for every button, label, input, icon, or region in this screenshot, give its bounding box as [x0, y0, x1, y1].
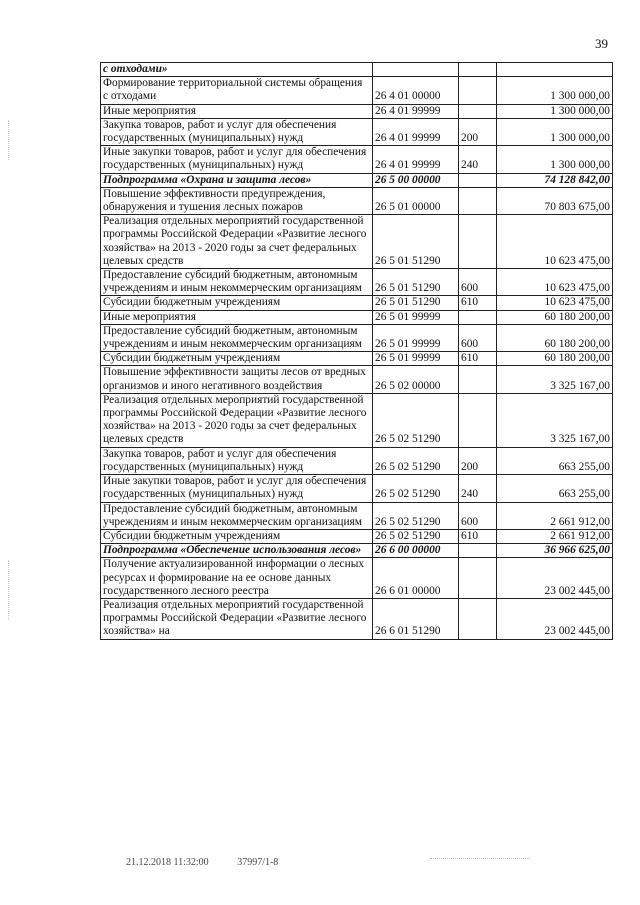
cell-expense-type [459, 366, 497, 393]
cell-code: 26 5 01 99999 [373, 352, 459, 366]
cell-expense-type [459, 393, 497, 447]
cell-expense-type [459, 215, 497, 269]
cell-code: 26 5 02 51290 [373, 447, 459, 474]
cell-sum: 70 803 675,00 [497, 187, 613, 214]
cell-name: Закупка товаров, работ и услуг для обеспечения государственных (муниципальных) нужд [101, 118, 373, 145]
cell-name: Повышение эффективности защиты лесов от вредных организмов и иного негативного воздействия [101, 366, 373, 393]
table-row [101, 366, 613, 393]
cell-name: Иные закупки товаров, работ и услуг для обеспечения государственных (муниципальных) нужд [101, 146, 373, 173]
cell-name: Предоставление субсидий бюджетным, автономным учреждениям и иным некоммерческим организациям [101, 324, 373, 351]
cell-name: Реализация отдельных мероприятий государственной программы Российской Федерации «Развитие лесного хозяйства» на [101, 598, 373, 639]
cell-sum: 60 180 200,00 [497, 352, 613, 366]
cell-name: Закупка товаров, работ и услуг для обеспечения государственных (муниципальных) нужд [101, 447, 373, 474]
table-row [101, 104, 613, 118]
cell-name: Субсидии бюджетным учреждениям [101, 352, 373, 366]
page-number: 39 [595, 36, 608, 51]
cell-expense-type: 610 [459, 529, 497, 543]
table-row [101, 173, 613, 187]
cell-sum: 10 623 475,00 [497, 296, 613, 310]
table-row [101, 529, 613, 543]
footer-datetime: 21.12.2018 11:32:00 [126, 857, 209, 868]
cell-expense-type: 200 [459, 118, 497, 145]
cell-sum: 74 128 842,00 [497, 173, 613, 187]
cell-code: 26 5 02 51290 [373, 529, 459, 543]
table-row [101, 502, 613, 529]
cell-code: 26 5 01 00000 [373, 187, 459, 214]
cell-name: Иные мероприятия [101, 310, 373, 324]
table-row [101, 118, 613, 145]
cell-expense-type: 600 [459, 324, 497, 351]
cell-sum: 60 180 200,00 [497, 324, 613, 351]
cell-code: 26 5 01 51290 [373, 215, 459, 269]
cell-expense-type: 610 [459, 296, 497, 310]
cell-expense-type: 600 [459, 269, 497, 296]
cell-sum: 1 300 000,00 [497, 146, 613, 173]
cell-code: 26 5 01 51290 [373, 296, 459, 310]
cell-expense-type [459, 173, 497, 187]
cell-sum [497, 63, 613, 77]
cell-expense-type [459, 544, 497, 558]
cell-name: Иные закупки товаров, работ и услуг для обеспечения государственных (муниципальных) нужд [101, 475, 373, 502]
cell-code: 26 6 01 51290 [373, 598, 459, 639]
cell-code: 26 5 02 00000 [373, 366, 459, 393]
table-row [101, 63, 613, 77]
cell-expense-type [459, 187, 497, 214]
table-row [101, 475, 613, 502]
table-row [101, 269, 613, 296]
cell-name: Формирование территориальной системы обращения с отходами [101, 77, 373, 104]
cell-name: Субсидии бюджетным учреждениям [101, 529, 373, 543]
table-row [101, 296, 613, 310]
table-row [101, 544, 613, 558]
cell-name: Повышение эффективности предупреждения, обнаружения и тушения лесных пожаров [101, 187, 373, 214]
cell-expense-type: 240 [459, 475, 497, 502]
scan-edge-artifact [8, 560, 10, 620]
cell-code [373, 63, 459, 77]
table-row [101, 215, 613, 269]
cell-sum: 23 002 445,00 [497, 598, 613, 639]
scan-artifact [430, 858, 530, 860]
table-row [101, 352, 613, 366]
cell-sum: 2 661 912,00 [497, 529, 613, 543]
table-row [101, 324, 613, 351]
table-row [101, 146, 613, 173]
cell-expense-type [459, 598, 497, 639]
cell-code: 26 5 01 51290 [373, 269, 459, 296]
table-row [101, 77, 613, 104]
cell-name: Подпрограмма «Охрана и защита лесов» [101, 173, 373, 187]
cell-sum: 2 661 912,00 [497, 502, 613, 529]
cell-sum: 3 325 167,00 [497, 393, 613, 447]
cell-code: 26 5 00 00000 [373, 173, 459, 187]
scan-edge-artifact [8, 120, 10, 160]
cell-code: 26 4 01 99999 [373, 118, 459, 145]
table-row [101, 447, 613, 474]
cell-code: 26 4 01 99999 [373, 146, 459, 173]
cell-name: Предоставление субсидий бюджетным, автономным учреждениям и иным некоммерческим организациям [101, 269, 373, 296]
cell-sum: 23 002 445,00 [497, 558, 613, 599]
cell-sum: 1 300 000,00 [497, 104, 613, 118]
cell-expense-type: 610 [459, 352, 497, 366]
cell-name: Получение актуализированной информации о лесных ресурсах и формирование на ее основе данных государственного лесного реестра [101, 558, 373, 599]
cell-sum: 10 623 475,00 [497, 269, 613, 296]
table-row [101, 558, 613, 599]
footer-doc-id: 37997/1-8 [237, 857, 279, 868]
footer [126, 857, 304, 868]
cell-name: Предоставление субсидий бюджетным, автономным учреждениям и иным некоммерческим организациям [101, 502, 373, 529]
cell-code: 26 5 02 51290 [373, 393, 459, 447]
cell-expense-type: 600 [459, 502, 497, 529]
cell-expense-type [459, 63, 497, 77]
table-row [101, 187, 613, 214]
cell-sum: 1 300 000,00 [497, 118, 613, 145]
cell-code: 26 6 01 00000 [373, 558, 459, 599]
cell-sum: 3 325 167,00 [497, 366, 613, 393]
cell-expense-type [459, 77, 497, 104]
cell-name: с отходами» [101, 63, 373, 77]
cell-code: 26 5 02 51290 [373, 502, 459, 529]
cell-code: 26 4 01 99999 [373, 104, 459, 118]
table-row [101, 393, 613, 447]
budget-table [100, 62, 613, 640]
cell-sum: 36 966 625,00 [497, 544, 613, 558]
cell-sum: 60 180 200,00 [497, 310, 613, 324]
cell-code: 26 6 00 00000 [373, 544, 459, 558]
cell-name: Реализация отдельных мероприятий государственной программы Российской Федерации «Развитие лесного хозяйства» на 2013 - 2020 годы за счет федеральных целевых средств [101, 215, 373, 269]
cell-name: Подпрограмма «Обеспечение использования лесов» [101, 544, 373, 558]
cell-name: Иные мероприятия [101, 104, 373, 118]
budget-table-body [101, 63, 613, 640]
table-row [101, 310, 613, 324]
cell-sum: 663 255,00 [497, 447, 613, 474]
cell-expense-type: 240 [459, 146, 497, 173]
cell-code: 26 4 01 00000 [373, 77, 459, 104]
cell-code: 26 5 01 99999 [373, 310, 459, 324]
cell-sum: 663 255,00 [497, 475, 613, 502]
cell-expense-type: 200 [459, 447, 497, 474]
cell-name: Реализация отдельных мероприятий государственной программы Российской Федерации «Развитие лесного хозяйства» на 2013 - 2020 годы за счет федеральных целевых средств [101, 393, 373, 447]
cell-name: Субсидии бюджетным учреждениям [101, 296, 373, 310]
cell-expense-type [459, 558, 497, 599]
cell-sum: 1 300 000,00 [497, 77, 613, 104]
cell-expense-type [459, 310, 497, 324]
table-row [101, 598, 613, 639]
cell-code: 26 5 02 51290 [373, 475, 459, 502]
cell-expense-type [459, 104, 497, 118]
cell-sum: 10 623 475,00 [497, 215, 613, 269]
cell-code: 26 5 01 99999 [373, 324, 459, 351]
